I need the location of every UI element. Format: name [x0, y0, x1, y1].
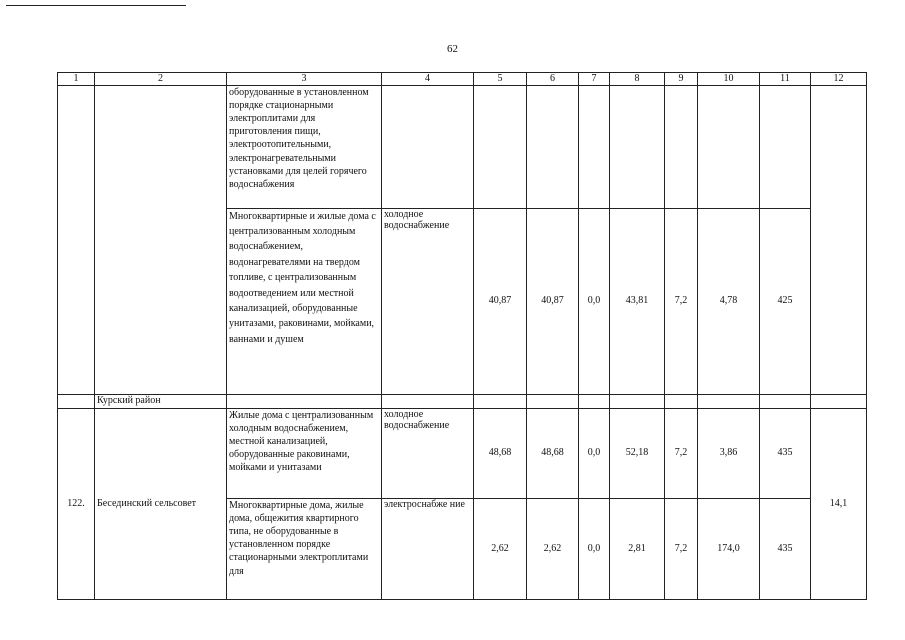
cell-service: электроснабже ние	[382, 498, 474, 599]
cell-empty	[811, 394, 867, 408]
cell-value: 0,0	[579, 208, 610, 394]
cell-value: 48,68	[474, 408, 527, 498]
cell-description: Жилые дома с централизованным холодным водоснабжением, местной канализацией, оборудованные раковинами, мойками и унитазами	[227, 408, 382, 498]
cell-service: холодное водоснабжение	[382, 408, 474, 498]
cell-empty	[665, 85, 698, 208]
tariff-table	[57, 72, 867, 600]
header-cell: 9	[665, 73, 698, 86]
cell-col12-value: 14,1	[811, 408, 867, 599]
cell-service: холодное водоснабжение	[382, 208, 474, 394]
cell-value: 7,2	[665, 408, 698, 498]
cell-value: 7,2	[665, 498, 698, 599]
table-row	[58, 408, 867, 498]
cell-value: 7,2	[665, 208, 698, 394]
cell-empty	[579, 85, 610, 208]
cell-value: 0,0	[579, 498, 610, 599]
cell-empty	[382, 85, 474, 208]
cell-empty	[527, 85, 579, 208]
cell-value: 435	[760, 408, 811, 498]
cell-value: 2,62	[527, 498, 579, 599]
cell-value: 4,78	[698, 208, 760, 394]
cell-description: Многоквартирные дома, жилые дома, общежития квартирного типа, не оборудованные в установленном порядке стационарными электроплитами для	[227, 498, 382, 599]
header-cell: 7	[579, 73, 610, 86]
cell-empty	[58, 85, 95, 394]
cell-value: 0,0	[579, 408, 610, 498]
header-cell: 2	[95, 73, 227, 86]
cell-row-number: 122.	[58, 408, 95, 599]
header-cell: 1	[58, 73, 95, 86]
page-number: 62	[447, 43, 458, 55]
header-cell: 12	[811, 73, 867, 86]
cell-empty	[95, 85, 227, 394]
cell-value: 48,68	[527, 408, 579, 498]
cell-empty	[698, 85, 760, 208]
cell-value: 435	[760, 498, 811, 599]
top-rule-line	[6, 5, 186, 6]
cell-empty	[58, 394, 95, 408]
cell-value: 40,87	[527, 208, 579, 394]
cell-empty	[527, 394, 579, 408]
cell-value: 2,62	[474, 498, 527, 599]
header-row	[58, 73, 867, 86]
cell-empty	[760, 85, 811, 208]
cell-empty	[811, 85, 867, 394]
cell-empty	[227, 394, 382, 408]
cell-empty	[610, 394, 665, 408]
cell-value: 2,81	[610, 498, 665, 599]
header-cell: 10	[698, 73, 760, 86]
cell-empty	[698, 394, 760, 408]
header-cell: 6	[527, 73, 579, 86]
cell-description: Многоквартирные и жилые дома с централизованным холодным водоснабжением, водонагревателями на твердом топливе, с централизованным водоотведением или местной канализацией, оборудованные унитазами, раковинами, мойками, ваннами и душем	[227, 208, 382, 394]
cell-value: 43,81	[610, 208, 665, 394]
header-cell: 3	[227, 73, 382, 86]
table-row	[58, 85, 867, 208]
cell-settlement: Бесединский сельсовет	[95, 408, 227, 599]
cell-empty	[665, 394, 698, 408]
cell-empty	[474, 85, 527, 208]
cell-value: 52,18	[610, 408, 665, 498]
header-cell: 11	[760, 73, 811, 86]
header-cell: 4	[382, 73, 474, 86]
cell-value: 425	[760, 208, 811, 394]
cell-empty	[760, 394, 811, 408]
cell-empty	[610, 85, 665, 208]
cell-description: оборудованные в установленном порядке стационарными электроплитами для приготовления пищи, электроотопительными, электронагревательными установками для целей горячего водоснабжения	[227, 85, 382, 208]
cell-value: 3,86	[698, 408, 760, 498]
cell-empty	[382, 394, 474, 408]
header-cell: 8	[610, 73, 665, 86]
district-name: Курский район	[95, 394, 227, 408]
cell-empty	[579, 394, 610, 408]
district-row	[58, 394, 867, 408]
cell-empty	[474, 394, 527, 408]
header-cell: 5	[474, 73, 527, 86]
cell-value: 40,87	[474, 208, 527, 394]
cell-value: 174,0	[698, 498, 760, 599]
